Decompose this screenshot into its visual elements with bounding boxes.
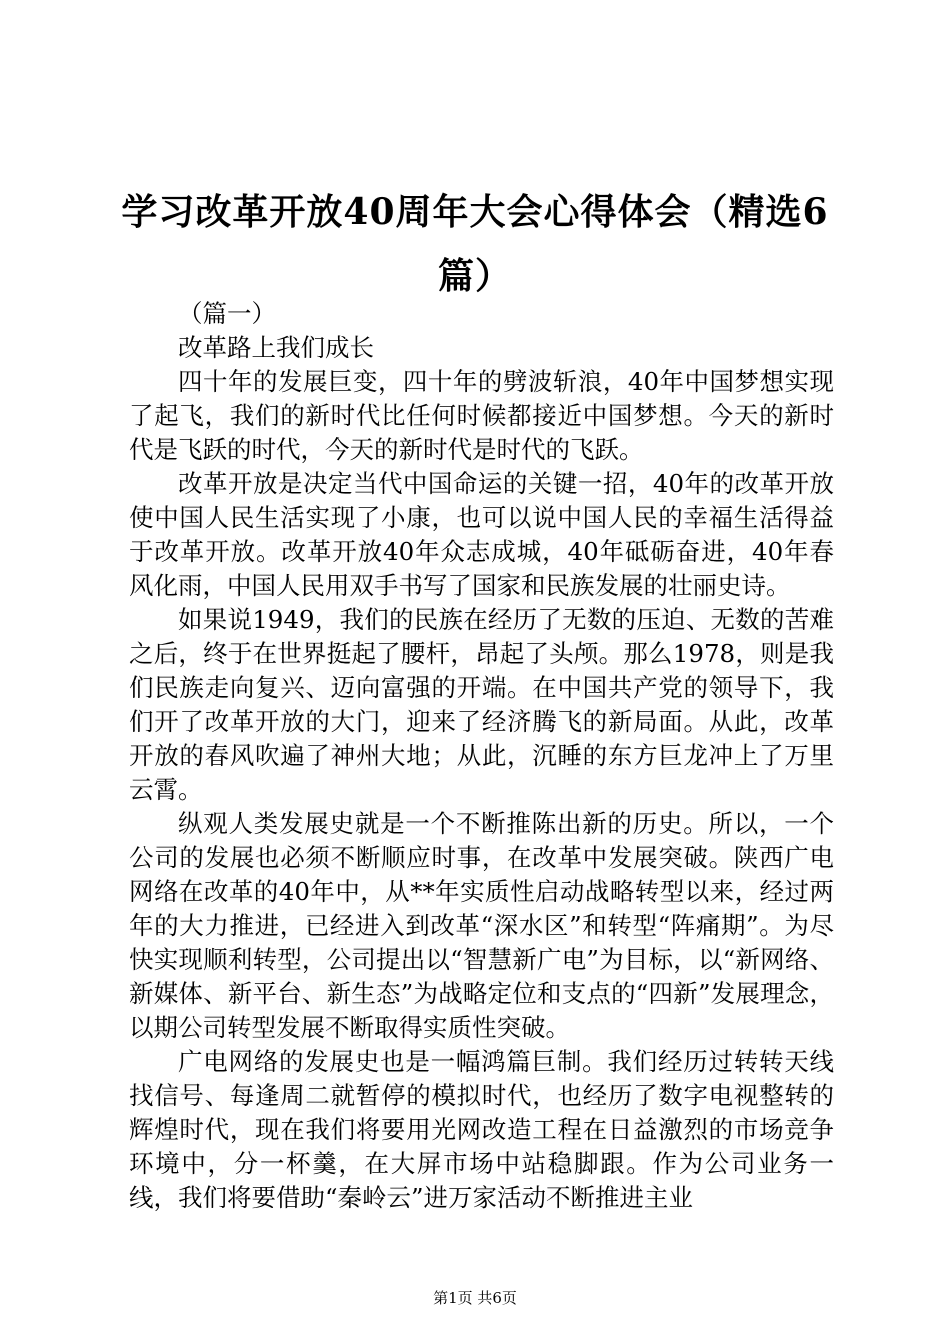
section-label: （篇一） bbox=[178, 299, 276, 328]
document-title: 学习改革开放40周年大会心得体会（精选6篇） bbox=[121, 191, 829, 297]
paragraph: 四十年的发展巨变，四十年的劈波斩浪，40年中国梦想实现了起飞，我们的新时代比任何时候都接近中国梦想。今天的新时代是飞跃的时代，今天的新时代是时代的飞跃。 bbox=[129, 367, 834, 464]
paragraph: 如果说1949，我们的民族在经历了无数的压迫、无数的苦难之后，终于在世界挺起了腰杆，昂起了头颅。那么1978，则是我们民族走向复兴、迈向富强的开端。在中国共产党的领导下，我们开了改革开放的大门，迎来了经济腾飞的新局面。从此，改革开放的春风吹遍了神州大地；从此，沉睡的东方巨龙冲上了万里云霄。 bbox=[129, 605, 834, 804]
paragraph: 广电网络的发展史也是一幅鸿篇巨制。我们经历过转转天线找信号、每逢周二就暂停的模拟时代，也经历了数字电视整转的辉煌时代，现在我们将要用光网改造工程在日益激烈的市场竞争环境中，分一杯羹，在大屏市场中站稳脚跟。作为公司业务一线，我们将要借助“秦岭云”进万家活动不断推进主业 bbox=[129, 1047, 834, 1212]
paragraph: 改革开放是决定当代中国命运的关键一招，40年的改革开放使中国人民生活实现了小康，也可以说中国人民的幸福生活得益于改革开放。改革开放40年众志成城，40年砥砺奋进，40年春风化雨，中国人民用双手书写了国家和民族发展的壮丽史诗。 bbox=[129, 469, 834, 600]
section-subtitle: 改革路上我们成长 bbox=[178, 333, 374, 362]
paragraph: 纵观人类发展史就是一个不断推陈出新的历史。所以，一个公司的发展也必须不断顺应时事，在改革中发展突破。陕西广电网络在改革的40年中，从**年实质性启动战略转型以来，经过两年的大力推进，已经进入到改革“深水区”和转型“阵痛期”。为尽快实现顺利转型，公司提出以“智慧新广电”为目标，以“新网络、新媒体、新平台、新生态”为战略定位和支点的“四新”发展理念，以期公司转型发展不断取得实质性突破。 bbox=[129, 809, 834, 1042]
page-footer: 第1页 共6页 bbox=[433, 1289, 517, 1307]
document-body bbox=[129, 297, 834, 1215]
